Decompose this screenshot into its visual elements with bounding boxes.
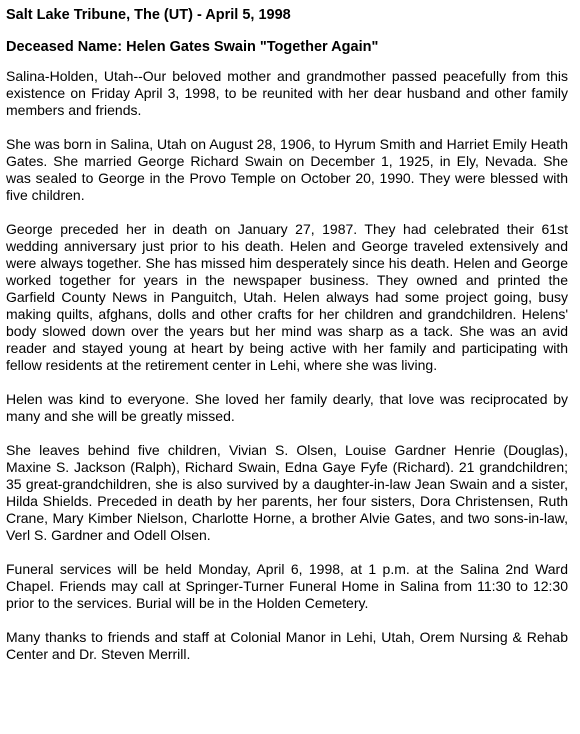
- paragraph-thanks: Many thanks to friends and staff at Colonial Manor in Lehi, Utah, Orem Nursing & Rehab Center and Dr. Steven Merrill.: [6, 629, 568, 662]
- obituary-document: [6, 6, 568, 680]
- paragraph-birth: She was born in Salina, Utah on August 28, 1906, to Hyrum Smith and Harriet Emily Heath Gates. She married George Richard Swain on December 1, 1925, in Ely, Nevada. She was sealed to George in the Provo Temple on October 20, 1990. They were blessed with five children.: [6, 136, 568, 203]
- paragraph-kindness: Helen was kind to everyone. She loved her family dearly, that love was reciprocated by many and she will be greatly missed.: [6, 391, 568, 424]
- paragraph-life: George preceded her in death on January 27, 1987. They had celebrated their 61st wedding anniversary just prior to his death. Helen and George traveled extensively and were always together. She has missed him desperately since his death. Helen and George worked together for years in the newspaper business. They owned and printed the Garfield County News in Panguitch, Utah. Helen always had some project going, busy making quilts, afghans, dolls and other crafts for her children and grandchildren. Helens' body slowed down over the years but her mind was sharp as a tack. She was an avid reader and stayed young at heart by being active with her family and participating with fellow residents at the retirement center in Lehi, where she was living.: [6, 221, 568, 373]
- paragraph-intro: Salina-Holden, Utah--Our beloved mother and grandmother passed peacefully from this existence on Friday April 3, 1998, to be reunited with her dear husband and other family members and friends.: [6, 68, 568, 118]
- source-heading: Salt Lake Tribune, The (UT) - April 5, 1998: [6, 7, 291, 23]
- paragraph-survivors: She leaves behind five children, Vivian S. Olsen, Louise Gardner Henrie (Douglas), Maxine S. Jackson (Ralph), Richard Swain, Edna Gaye Fyfe (Richard). 21 grandchildren; 35 great-grandchildren, she is also survived by a daughter-in-law Jean Swain and a sister, Hilda Shields. Preceded in death by her parents, her four sisters, Dora Christensen, Ruth Crane, Mary Kimber Nielson, Charlotte Horne, a brother Alvie Gates, and two sons-in-law, Verl S. Gardner and Odell Olsen.: [6, 442, 568, 543]
- deceased-name-heading: Deceased Name: Helen Gates Swain "Together Again": [6, 39, 379, 55]
- paragraph-funeral: Funeral services will be held Monday, April 6, 1998, at 1 p.m. at the Salina 2nd Ward Chapel. Friends may call at Springer-Turner Funeral Home in Salina from 11:30 to 12:30 prior to the services. Burial will be in the Holden Cemetery.: [6, 561, 568, 611]
